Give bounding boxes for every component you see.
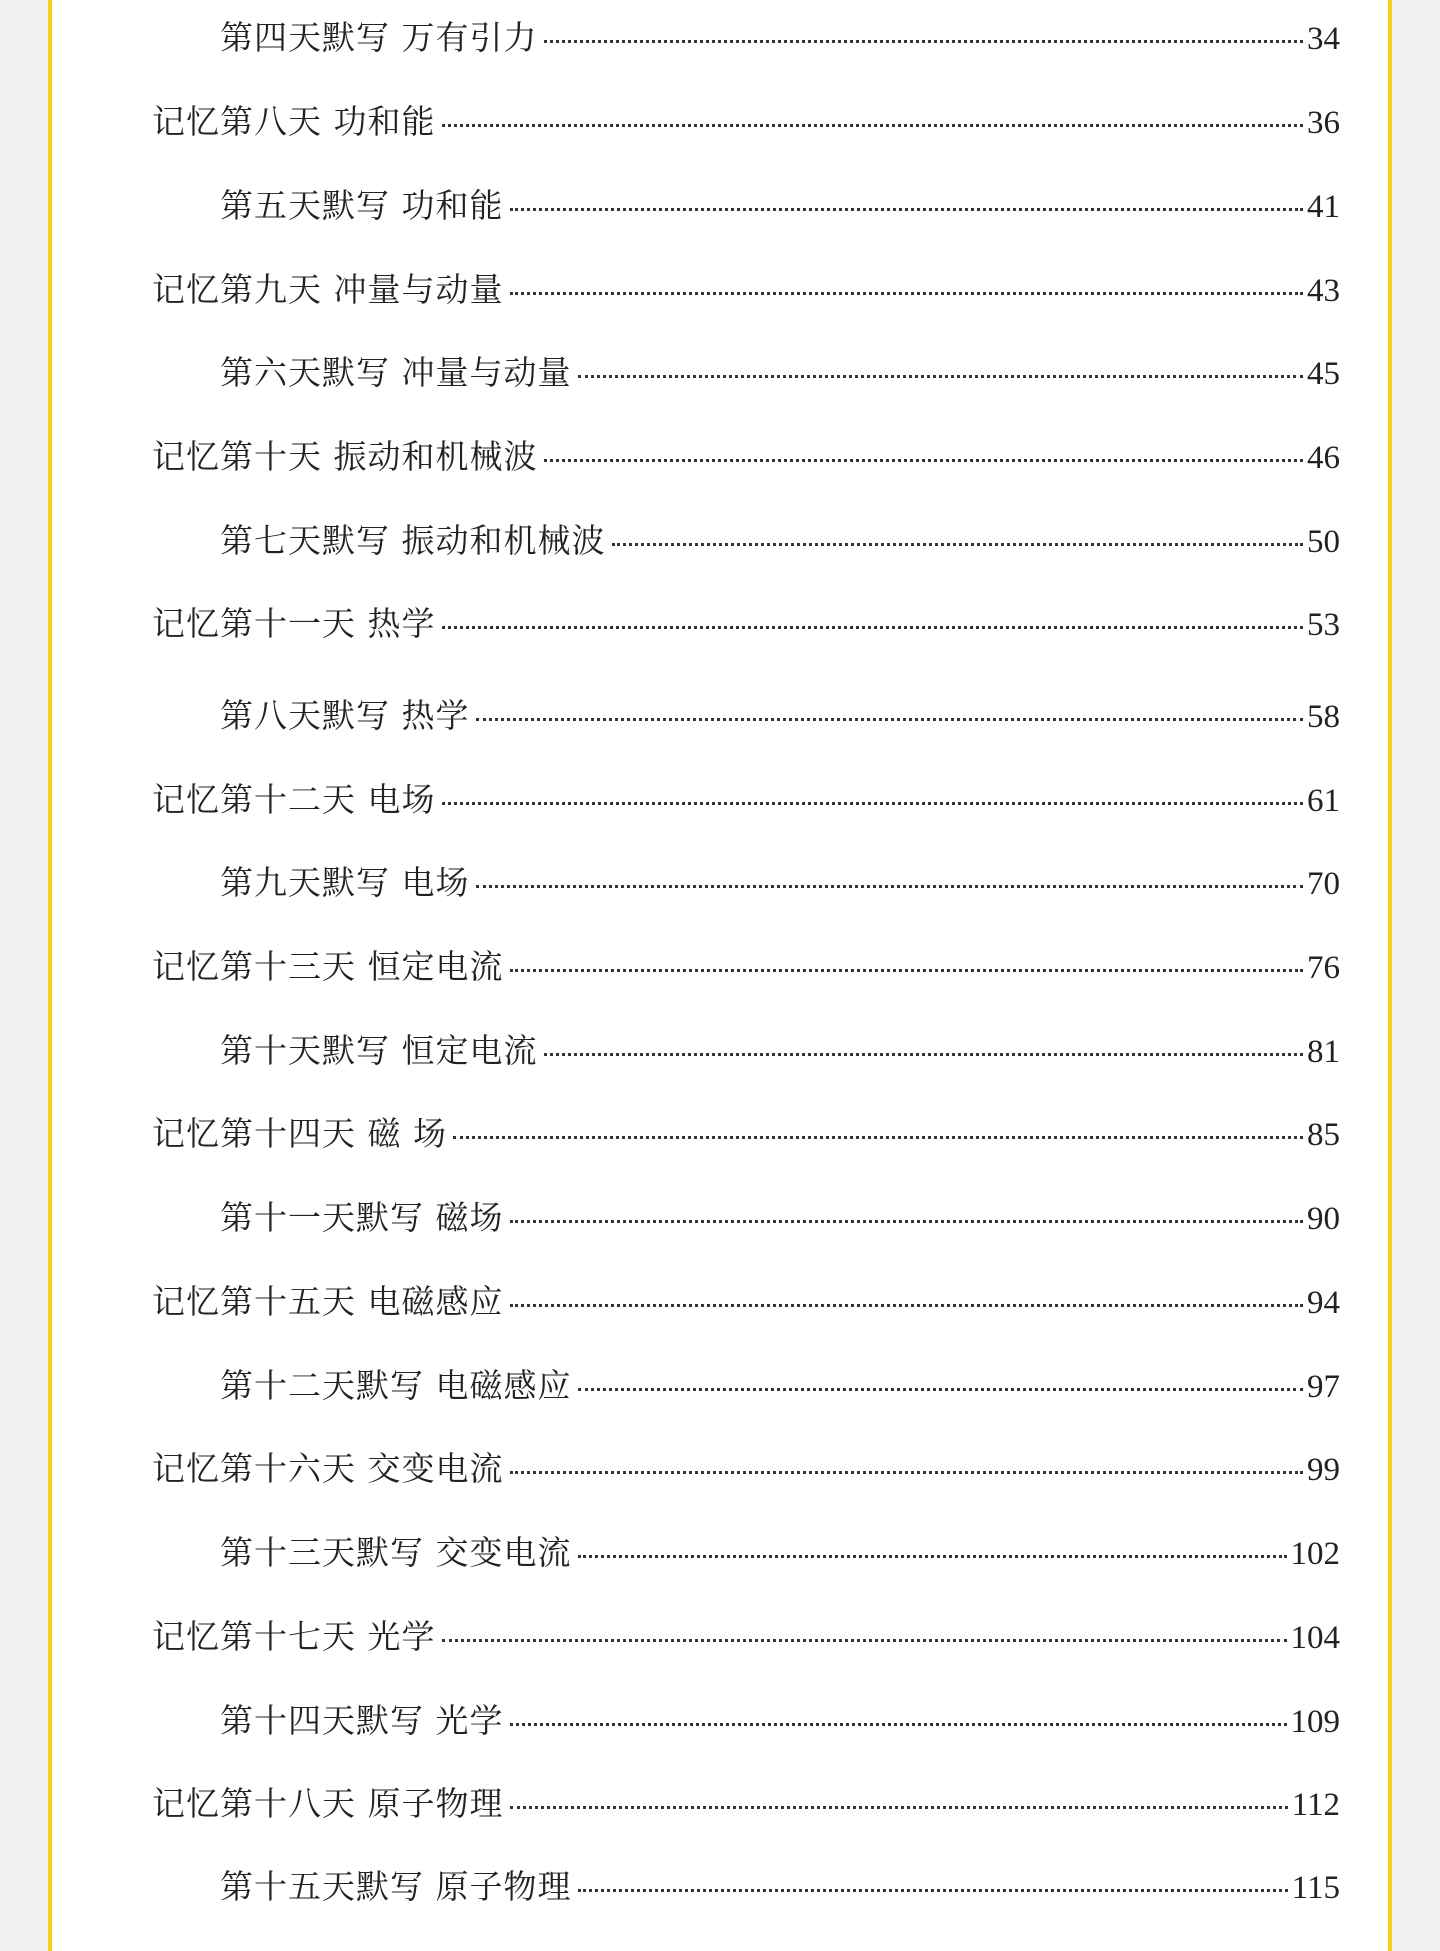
- toc-entry[interactable]: [152, 1109, 1340, 1159]
- toc-page-number: 104: [1290, 1620, 1340, 1656]
- toc-entry-title: 第九天默写 电场: [220, 863, 470, 902]
- toc-entry[interactable]: [220, 13, 1340, 63]
- toc-dot-leader: [578, 375, 1304, 378]
- toc-page-number: 53: [1307, 607, 1340, 643]
- toc-dot-leader: [510, 292, 1304, 295]
- toc-dot-leader: [476, 885, 1304, 888]
- toc-entry[interactable]: [152, 1444, 1340, 1494]
- toc-page-number: 58: [1307, 699, 1340, 735]
- toc-entry[interactable]: [220, 516, 1340, 566]
- toc-entry-title: 第七天默写 振动和机械波: [220, 521, 606, 560]
- toc-entry[interactable]: [152, 1779, 1340, 1829]
- toc-entry-title: 记忆第十八天 原子物理: [152, 1784, 504, 1823]
- document-page: [48, 0, 1392, 1951]
- toc-entry[interactable]: [152, 942, 1340, 992]
- toc-entry-title: 记忆第十五天 电磁感应: [152, 1282, 504, 1321]
- toc-entry[interactable]: [152, 775, 1340, 825]
- toc-page-number: 41: [1307, 189, 1340, 225]
- toc-page-number: 46: [1307, 440, 1340, 476]
- toc-entry[interactable]: [220, 1361, 1340, 1411]
- toc-dot-leader: [544, 40, 1304, 43]
- toc-entry[interactable]: [220, 1696, 1340, 1746]
- toc-dot-leader: [442, 1639, 1287, 1642]
- toc-dot-leader: [510, 1304, 1304, 1307]
- toc-entry-title: 第十一天默写 磁场: [220, 1198, 504, 1237]
- toc-entry[interactable]: [152, 97, 1340, 147]
- toc-entry-title: 记忆第十六天 交变电流: [152, 1449, 504, 1488]
- toc-dot-leader: [442, 626, 1304, 629]
- toc-dot-leader: [544, 459, 1304, 462]
- toc-entry[interactable]: [220, 1528, 1340, 1578]
- toc-entry[interactable]: [152, 265, 1340, 315]
- toc-entry[interactable]: [152, 1612, 1340, 1662]
- toc-entry[interactable]: [220, 858, 1340, 908]
- toc-entry-title: 第六天默写 冲量与动量: [220, 353, 572, 392]
- toc-dot-leader: [453, 1136, 1303, 1139]
- toc-page-number: 99: [1307, 1452, 1340, 1488]
- toc-page-number: 45: [1307, 356, 1340, 392]
- toc-page-number: 85: [1307, 1117, 1340, 1153]
- toc-page-number: 81: [1307, 1034, 1340, 1070]
- toc-dot-leader: [442, 124, 1304, 127]
- toc-entry-title: 第十五天默写 原子物理: [220, 1867, 572, 1906]
- toc-entry-title: 第五天默写 功和能: [220, 186, 504, 225]
- toc-entry-title: 第十三天默写 交变电流: [220, 1533, 572, 1572]
- toc-entry[interactable]: [152, 599, 1340, 649]
- table-of-contents: [52, 0, 1388, 1951]
- toc-page-number: 61: [1307, 783, 1340, 819]
- toc-dot-leader: [510, 1471, 1304, 1474]
- toc-entry[interactable]: [152, 432, 1340, 482]
- toc-entry-title: 第十天默写 恒定电流: [220, 1031, 538, 1070]
- toc-entry-title: 第十二天默写 电磁感应: [220, 1366, 572, 1405]
- toc-dot-leader: [442, 802, 1304, 805]
- toc-entry-title: 记忆第九天 冲量与动量: [152, 270, 504, 309]
- toc-dot-leader: [476, 718, 1304, 721]
- toc-dot-leader: [578, 1555, 1287, 1558]
- toc-page-number: 36: [1307, 105, 1340, 141]
- toc-entry[interactable]: [220, 1193, 1340, 1243]
- toc-entry-title: 第十四天默写 光学: [220, 1701, 504, 1740]
- toc-page-number: 102: [1290, 1536, 1340, 1572]
- toc-entry[interactable]: [220, 1862, 1340, 1912]
- toc-dot-leader: [510, 969, 1304, 972]
- toc-page-number: 70: [1307, 866, 1340, 902]
- toc-entry-title: 记忆第十天 振动和机械波: [152, 437, 538, 476]
- toc-dot-leader: [510, 1723, 1287, 1726]
- toc-entry-title: 记忆第八天 功和能: [152, 102, 436, 141]
- toc-page-number: 97: [1307, 1369, 1340, 1405]
- toc-page-number: 115: [1291, 1870, 1340, 1906]
- toc-entry-title: 记忆第十七天 光学: [152, 1617, 436, 1656]
- toc-dot-leader: [510, 1806, 1288, 1809]
- toc-dot-leader: [578, 1388, 1304, 1391]
- toc-page-number: 43: [1307, 273, 1340, 309]
- toc-entry-title: 第八天默写 热学: [220, 696, 470, 735]
- toc-dot-leader: [544, 1053, 1304, 1056]
- toc-page-number: 90: [1307, 1201, 1340, 1237]
- toc-entry-title: 记忆第十四天 磁 场: [152, 1114, 447, 1153]
- toc-page-number: 109: [1290, 1704, 1340, 1740]
- toc-page-number: 94: [1307, 1285, 1340, 1321]
- toc-dot-leader: [578, 1889, 1288, 1892]
- toc-page-number: 76: [1307, 950, 1340, 986]
- toc-entry[interactable]: [152, 1277, 1340, 1327]
- toc-dot-leader: [612, 543, 1304, 546]
- toc-entry-title: 记忆第十三天 恒定电流: [152, 947, 504, 986]
- toc-page-number: 112: [1291, 1787, 1340, 1823]
- toc-entry[interactable]: [220, 1026, 1340, 1076]
- toc-dot-leader: [510, 1220, 1304, 1223]
- toc-entry-title: 第四天默写 万有引力: [220, 18, 538, 57]
- toc-entry-title: 记忆第十二天 电场: [152, 780, 436, 819]
- toc-page-number: 34: [1307, 21, 1340, 57]
- toc-entry[interactable]: [220, 691, 1340, 741]
- toc-entry[interactable]: [220, 348, 1340, 398]
- toc-page-number: 50: [1307, 524, 1340, 560]
- toc-dot-leader: [510, 208, 1304, 211]
- toc-entry-title: 记忆第十一天 热学: [152, 604, 436, 643]
- toc-entry[interactable]: [220, 181, 1340, 231]
